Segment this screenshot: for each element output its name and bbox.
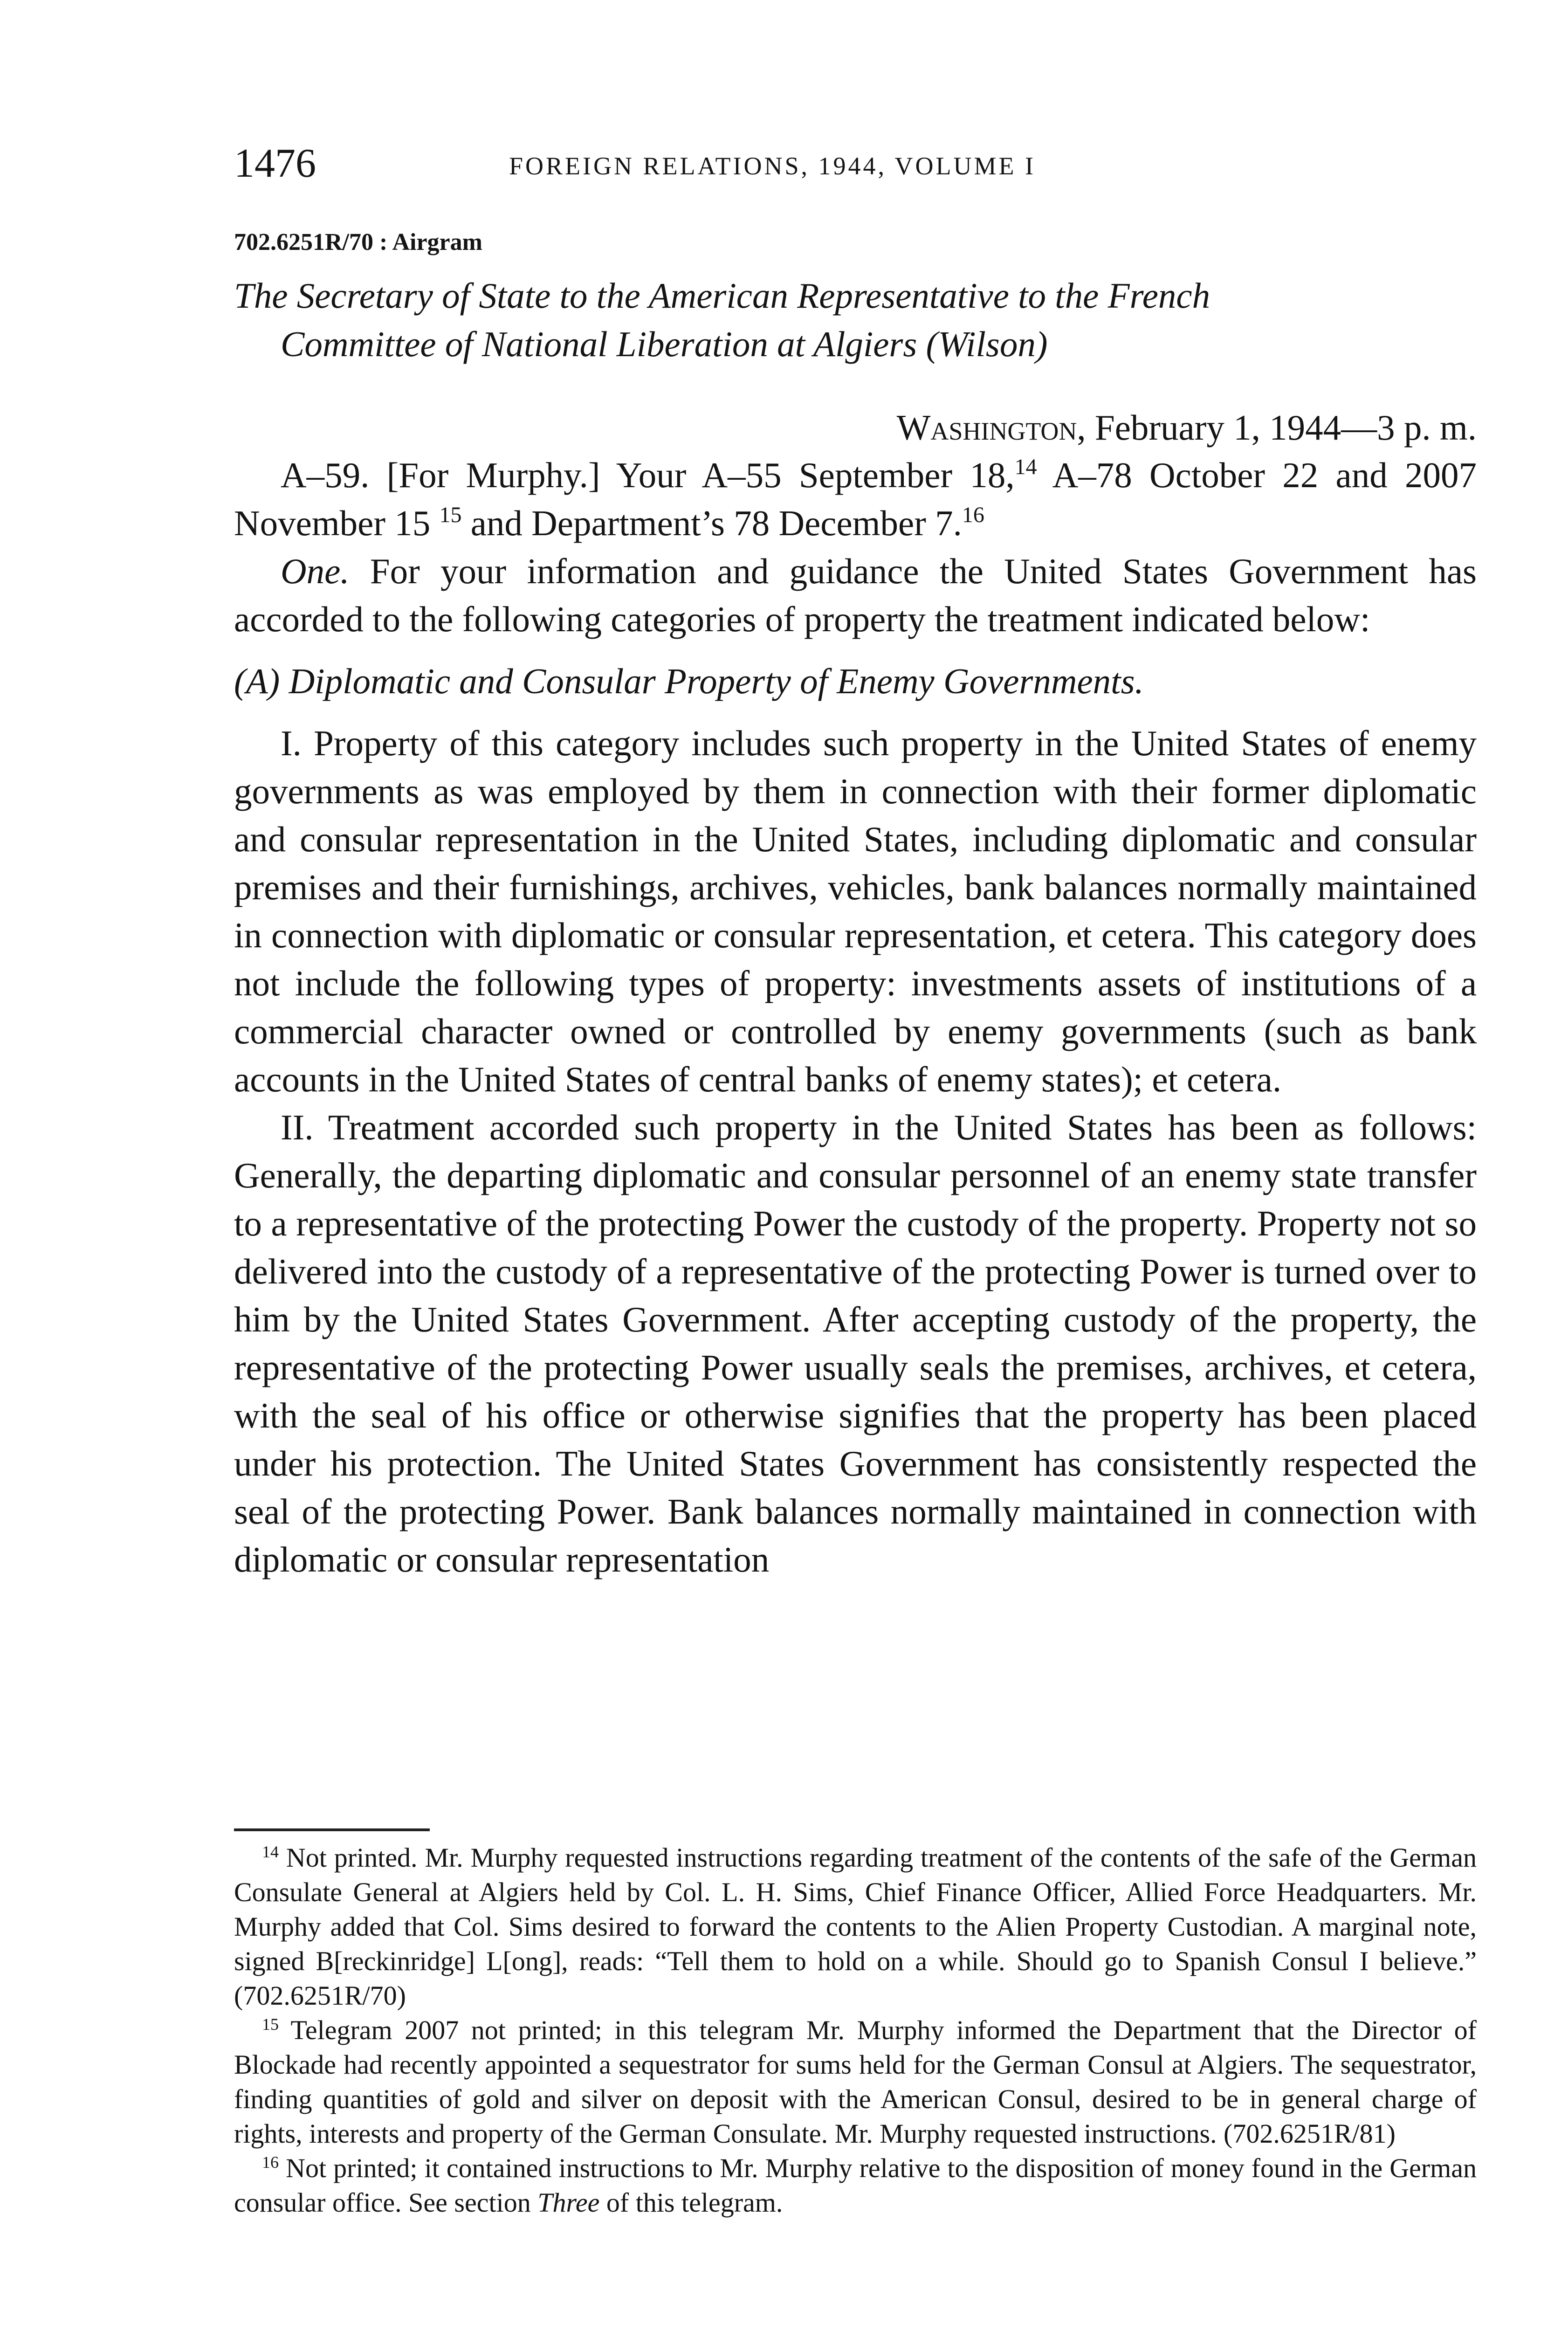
paragraph-ii: II. Treatment accorded such property in the United States has been as follows: Generally, the departing diplomatic and consular personnel of an enemy state transfer to a representative of the protecting Power the custody of the property. Property not so delivered into the custody of a representative of the protecting Power is turned over to him by the United States Government. After accepting custody of the property, the representative of the protecting Power usually seals the premises, archives, et cetera, with the seal of his office or otherwise signifies that the property has been placed under his protection. The United States Government has consistently respected the seal of the protecting Power. Bank balances normally maintained in connection with diplomatic or consular representation	[234, 1107, 1477, 1579]
category-heading	[234, 657, 1477, 705]
running-header	[234, 138, 1477, 189]
dateline-place: Washington	[896, 407, 1077, 448]
document-title-line-1: The Secretary of State to the American Representative to the French	[234, 276, 1210, 316]
paragraph-text: A–78 October 22 and 2007 November 15	[234, 455, 1477, 543]
footnote-text: Not printed; it contained instructions to Mr. Murphy relative to the disposition of money found in the German consular office. See section	[234, 2153, 1477, 2218]
footnote-14	[234, 1841, 1477, 2013]
footnote-15	[234, 2013, 1477, 2151]
footnote-text: Not printed. Mr. Murphy requested instructions regarding treatment of the contents of the safe of the German Consulate General at Algiers held by Col. L. H. Sims, Chief Finance Officer, Allied Force Headquarters. Mr. Murphy added that Col. Sims desired to forward the contents to the Alien Property Custodian. A marginal note, signed B[reckinridge] L[ong], reads: “Tell them to hold on a while. Should go to Spanish Consul I believe.” (702.6251R/70)	[234, 1842, 1477, 2011]
paragraph-references	[234, 451, 1477, 547]
dateline	[718, 403, 1477, 452]
section-lead-one: One.	[281, 551, 350, 591]
paragraph-one	[234, 547, 1477, 643]
category-label: (A)	[234, 661, 289, 701]
document-title-line-2: Committee of National Liberation at Algiers (Wilson)	[281, 324, 1048, 364]
footnote-emphasis: Three	[537, 2187, 600, 2218]
footnote-ref-14[interactable]: 14	[1014, 455, 1037, 479]
paragraph-text: and Department’s 78 December 7.	[461, 503, 962, 543]
document-title	[234, 271, 1477, 368]
footnote-ref-15[interactable]: 15	[439, 503, 462, 527]
paragraph-text: For your information and guidance the United States Government has accorded to the following categories of property the treatment indicated below:	[234, 551, 1477, 639]
file-reference: 702.6251R/70 : Airgram	[234, 229, 482, 255]
footnote-16	[234, 2151, 1477, 2220]
footnote-text: Telegram 2007 not printed; in this telegram Mr. Murphy informed the Department that the Director of Blockade had recently appointed a sequestrator for sums held for the German Consul at Algiers. The sequestrator, finding quantities of gold and silver on deposit with the American Consul, desired to be in general charge of rights, interests and property of the German Consulate. Mr. Murphy requested instructions. (702.6251R/81)	[234, 2015, 1477, 2149]
footnote-text: of this telegram.	[599, 2187, 783, 2218]
page-number: 1476	[234, 141, 316, 186]
footnote-mark-15: 15	[262, 2015, 279, 2034]
paragraph-i: I. Property of this category includes such property in the United States of enemy governments as was employed by them in connection with their former diplomatic and consular representation in the United States, including diplomatic and consular premises and their furnishings, archives, vehicles, bank balances normally maintained in connection with diplomatic or consular representation, et cetera. This category does not include the following types of property: investments assets of institutions of a commercial character owned or controlled by enemy governments (such as bank accounts in the United States of central banks of enemy states); et cetera.	[234, 723, 1477, 1099]
footnote-mark-16: 16	[262, 2153, 279, 2172]
body-text	[234, 451, 1477, 1584]
category-title: Diplomatic and Consular Property of Enemy Governments.	[289, 661, 1144, 701]
footnote-mark-14: 14	[262, 1842, 279, 1861]
footnote-divider	[234, 1828, 430, 1831]
dateline-date: , February 1, 1944—3 p. m.	[1077, 407, 1477, 448]
running-title: FOREIGN RELATIONS, 1944, VOLUME I	[509, 152, 1036, 180]
paragraph-text: A–59. [For Murphy.] Your A–55 September 18,	[281, 455, 1015, 495]
footnote-ref-16[interactable]: 16	[962, 503, 984, 527]
footnotes	[234, 1841, 1477, 2220]
